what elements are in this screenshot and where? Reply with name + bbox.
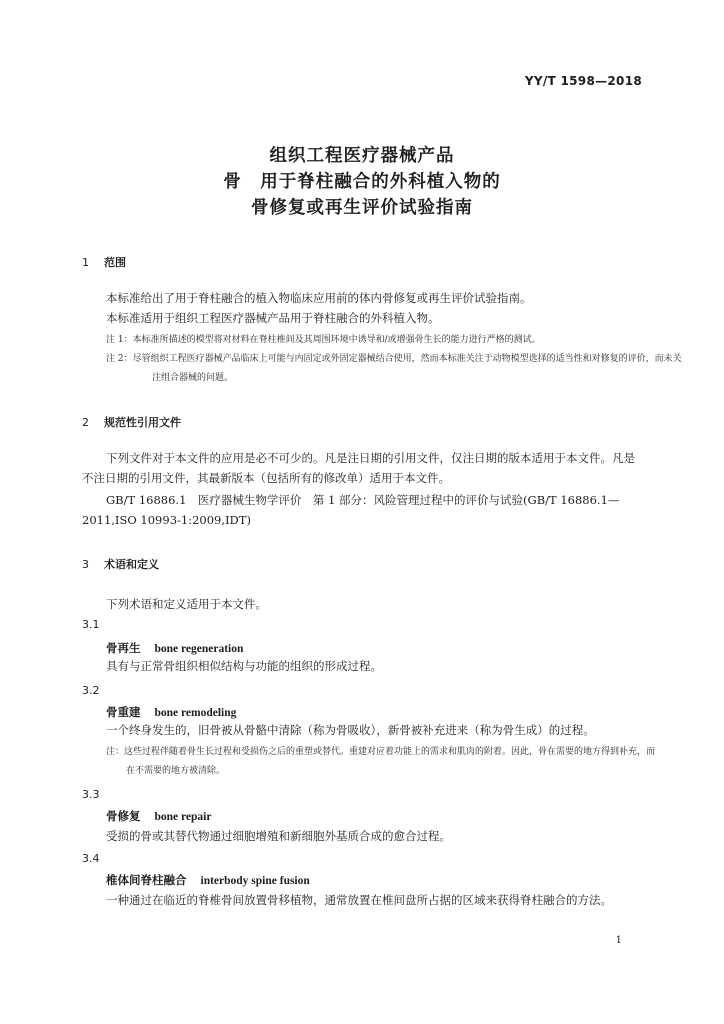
section-1-note-2: 注 2：尽管组织工程医疗器械产品临床上可能与内固定或外固定器械结合使用，然而本标准关注于动物模型选择的适当性和对修复的评价，而未关注组合器械的问题。 — [106, 354, 682, 383]
title-line-3: 骨修复或再生评价试验指南 — [251, 198, 473, 218]
term-chinese: 骨重建 — [106, 705, 141, 719]
term-entry — [106, 872, 310, 888]
section-3-number: 3 — [82, 558, 89, 571]
term-chinese: 骨修复 — [106, 809, 141, 823]
page-number: 1 — [615, 935, 622, 946]
term-entry — [106, 640, 243, 656]
term-chinese: 骨再生 — [106, 641, 141, 655]
section-2-paragraph-1: 下列文件对于本文件的应用是必不可少的。凡是注日期的引用文件，仅注日期的版本适用于本文件。凡是不注日期的引用文件，其最新版本（包括所有的修改单）适用于本文件。 — [82, 451, 635, 485]
section-3-heading — [82, 556, 159, 572]
term-definition: 一种通过在临近的脊椎骨间放置骨移植物，通常放置在椎间盘所占据的区域来获得脊柱融合的方法。 — [106, 893, 612, 907]
title-line-2: 骨 用于脊柱融合的外科植入物的 — [223, 172, 501, 192]
section-2-heading — [82, 414, 181, 430]
term-note: 注：这些过程伴随着骨生长过程和受损伤之后的重塑或替代。重建对应着功能上的需求和肌肉的附着。因此，骨在需要的地方得到补充，而在不需要的地方被清除。 — [106, 747, 656, 776]
title-line-1: 组织工程医疗器械产品 — [269, 146, 455, 166]
term-number: 3.4 — [82, 852, 100, 865]
section-1-paragraph-2: 本标准适用于组织工程医疗器械产品用于脊柱融合的外科植入物。 — [106, 311, 440, 325]
section-1-paragraph-1: 本标准给出了用于脊柱融合的植入物临床应用前的体内骨修复或再生评价试验指南。 — [106, 291, 532, 305]
section-2-title: 规范性引用文件 — [104, 416, 181, 429]
section-3-title: 术语和定义 — [104, 558, 159, 571]
section-2-number: 2 — [82, 416, 89, 429]
section-3-intro: 下列术语和定义适用于本文件。 — [106, 597, 267, 611]
term-number: 3.1 — [82, 618, 100, 631]
term-definition: 一个终身发生的，旧骨被从骨骼中清除（称为骨吸收），新骨被补充进来（称为骨生成）的过程。 — [106, 723, 595, 737]
term-entry — [106, 704, 236, 720]
term-number: 3.2 — [82, 684, 100, 697]
section-1-heading — [82, 254, 126, 270]
term-english: bone regeneration — [154, 643, 244, 655]
term-english: interbody spine fusion — [200, 875, 310, 887]
section-1-note-1: 注 1：本标准所描述的模型将对材料在脊柱椎间及其周围环境中诱导和/或增强骨生长的能力进行严格的测试。 — [106, 335, 541, 345]
term-number: 3.3 — [82, 788, 100, 801]
term-english: bone remodeling — [154, 707, 237, 719]
standard-number: YY/T 1598—2018 — [524, 74, 642, 88]
term-chinese: 椎体间脊柱融合 — [106, 873, 187, 887]
term-entry — [106, 808, 211, 824]
section-1-title: 范围 — [104, 256, 126, 269]
section-1-number: 1 — [82, 256, 89, 269]
section-2-paragraph-2: GB/T 16886.1 医疗器械生物学评价 第 1 部分：风险管理过程中的评价与试验(GB/T 16886.1—2011,ISO 10993-1:2009,IDT) — [82, 493, 620, 527]
term-definition: 具有与正常骨组织相似结构与功能的组织的形成过程。 — [106, 659, 382, 673]
term-english: bone repair — [154, 811, 212, 823]
term-definition: 受损的骨或其替代物通过细胞增殖和新细胞外基质合成的愈合过程。 — [106, 829, 451, 843]
